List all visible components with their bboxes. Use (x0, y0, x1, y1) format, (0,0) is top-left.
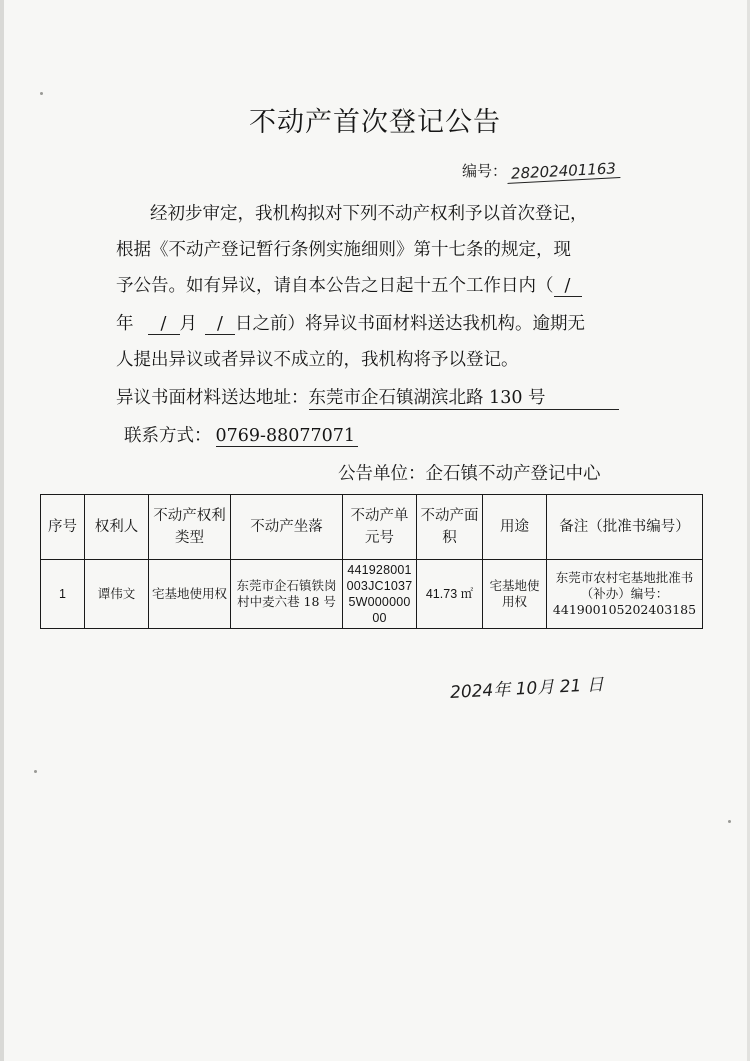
publisher: 公告单位：企石镇不动产登记中心 (338, 464, 601, 484)
body-line-4 (116, 310, 585, 335)
header-holder: 权利人 (85, 495, 149, 560)
scan-speck (34, 770, 37, 773)
header-area: 不动产面积 (417, 495, 483, 560)
body-line-3 (116, 272, 582, 297)
contact-line (124, 422, 358, 447)
address-label: 异议书面材料送达地址： (116, 388, 309, 408)
cell-area: 41.73 ㎡ (417, 560, 483, 629)
cell-location: 东莞市企石镇铁岗村中麦六巷 18 号 (231, 560, 343, 629)
header-unit-no: 不动产单元号 (343, 495, 417, 560)
scan-edge-left (0, 0, 4, 1061)
cell-index: 1 (41, 560, 85, 629)
address-value: 东莞市企石镇湖滨北路 130 号 (309, 384, 619, 410)
month-blank: / (148, 314, 180, 335)
document-number-label: 编号： (462, 162, 508, 180)
header-right-type: 不动产权利类型 (149, 495, 231, 560)
table-row (41, 560, 703, 629)
scan-speck (728, 820, 731, 823)
body-line-1: 经初步审定，我机构拟对下列不动产权利予以首次登记， (150, 204, 588, 224)
month-label: 月 (179, 314, 197, 334)
cell-unit-no: 441928001003JC10375W00000000 (343, 560, 417, 629)
body-line-2: 根据《不动产登记暂行条例实施细则》第十七条的规定，现 (116, 240, 571, 260)
header-usage: 用途 (483, 495, 547, 560)
body-line-5: 人提出异议或者异议不成立的，我机构将予以登记。 (116, 350, 519, 370)
contact-label: 联系方式： (124, 426, 212, 446)
period-start-blank: / (554, 276, 582, 297)
header-remark: 备注（批准书编号） (547, 495, 703, 560)
year-label: 年 (116, 314, 134, 334)
cell-remark: 东莞市农村宅基地批准书（补办）编号：441900105202403185 (547, 560, 703, 629)
document-number (462, 160, 620, 181)
contact-value: 0769-88077071 (216, 426, 358, 447)
day-blank: / (205, 314, 235, 335)
document-number-value: 28202401163 (507, 159, 621, 184)
registry-table (40, 494, 703, 629)
handwritten-date: 2024年 10月 21 日 (449, 674, 605, 703)
body-line-4-text: 日之前）将异议书面材料送达我机构。逾期无 (235, 314, 585, 334)
table-header-row (41, 495, 703, 560)
page-title: 不动产首次登记公告 (249, 107, 501, 138)
cell-usage: 宅基地使用权 (483, 560, 547, 629)
body-line-3-text: 予公告。如有异议，请自本公告之日起十五个工作日内（ (116, 276, 554, 296)
cell-holder: 谭伟文 (85, 560, 149, 629)
cell-right-type: 宅基地使用权 (149, 560, 231, 629)
header-index: 序号 (41, 495, 85, 560)
address-line (116, 384, 619, 410)
scan-speck (40, 92, 43, 95)
header-location: 不动产坐落 (231, 495, 343, 560)
